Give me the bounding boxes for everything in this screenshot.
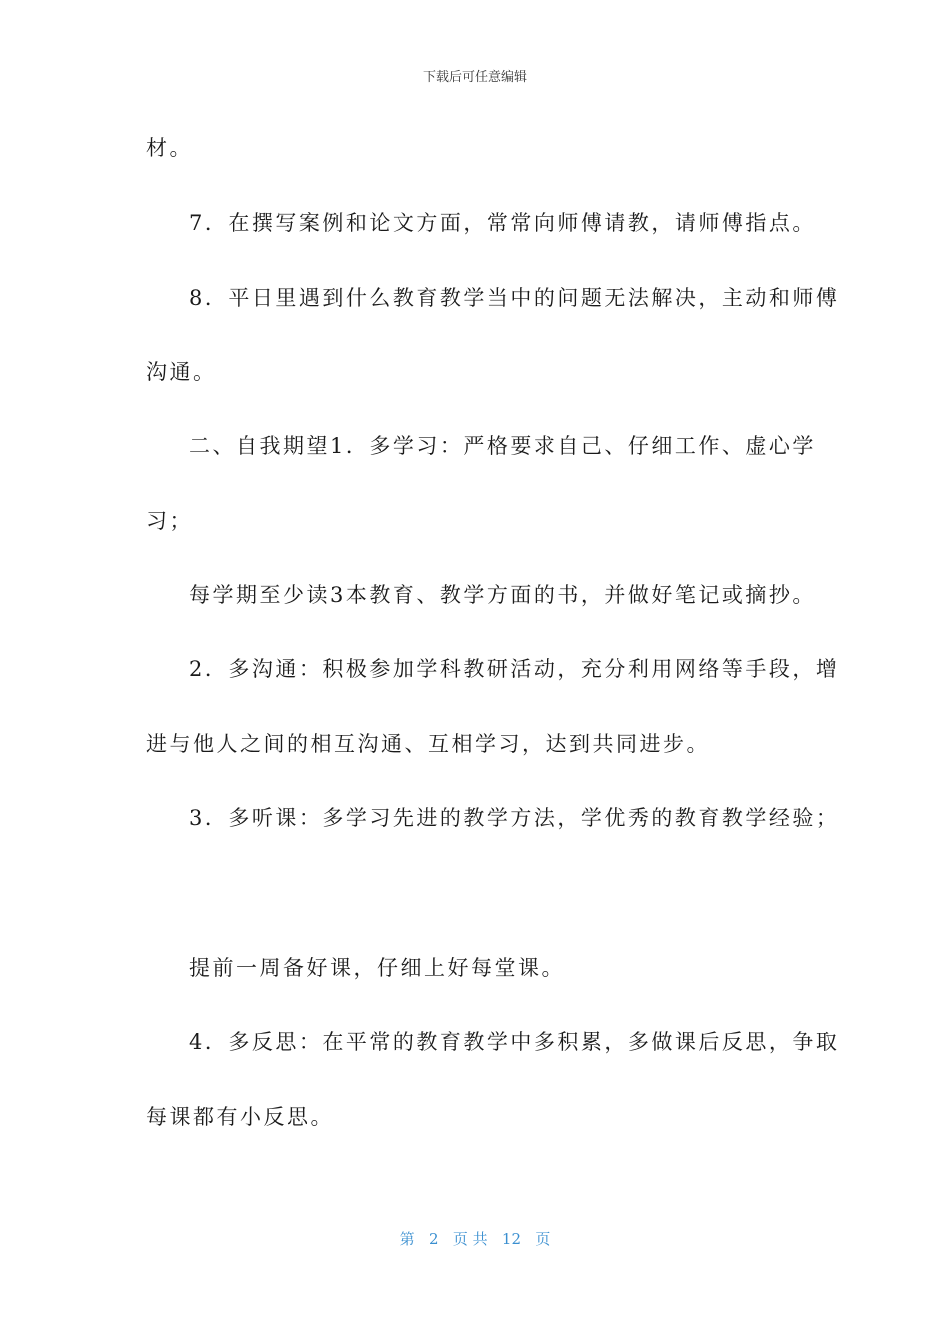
text-line: 3．多听课：多学习先进的教学方法，学优秀的教育教学经验； xyxy=(189,806,840,830)
text-line: 沟通。 xyxy=(146,360,217,384)
text-line: 提前一周备好课，仔细上好每堂课。 xyxy=(189,956,565,980)
text-line: 2．多沟通：积极参加学科教研活动，充分利用网络等手段，增 xyxy=(189,657,840,681)
text-line: 4．多反思：在平常的教育教学中多积累，多做课后反思，争取 xyxy=(189,1030,840,1054)
page-label-suffix: 页 xyxy=(535,1230,551,1248)
text-line: 二、自我期望1．多学习：严格要求自己、仔细工作、虚心学 xyxy=(189,434,816,458)
current-page-number: 2 xyxy=(428,1230,439,1248)
text-line: 每学期至少读3本教育、教学方面的书，并做好笔记或摘抄。 xyxy=(189,583,816,607)
page-label-prefix: 第 xyxy=(399,1230,415,1248)
text-line: 材。 xyxy=(146,136,193,160)
text-line: 每课都有小反思。 xyxy=(146,1105,334,1129)
page-header: 下载后可任意编辑 xyxy=(422,70,527,85)
text-line: 习； xyxy=(146,509,193,533)
page-label-mid: 页 共 xyxy=(452,1230,488,1248)
text-line: 7．在撰写案例和论文方面，常常向师傅请教，请师傅指点。 xyxy=(189,211,816,235)
total-pages-number: 12 xyxy=(501,1230,522,1248)
text-line: 进与他人之间的相互沟通、互相学习，达到共同进步。 xyxy=(146,732,710,756)
text-line: 8．平日里遇到什么教育教学当中的问题无法解决，主动和师傅 xyxy=(189,286,840,310)
page-footer xyxy=(0,1228,950,1249)
